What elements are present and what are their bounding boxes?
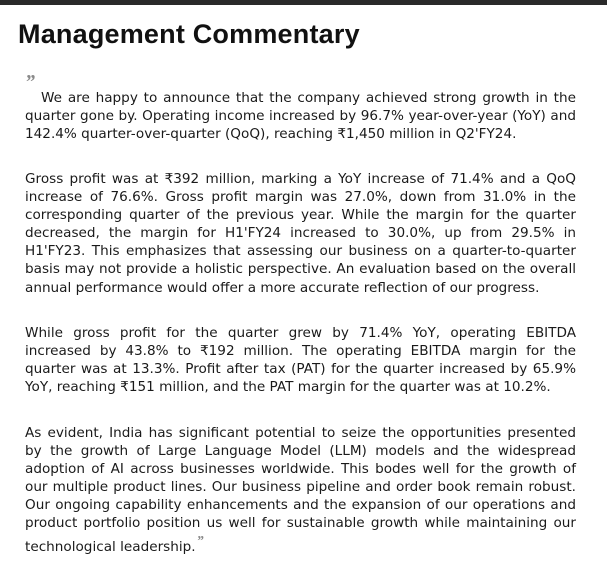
paragraph-outlook bbox=[25, 424, 576, 556]
paragraph-outlook-text: As evident, India has significant potential to seize the opportunities presented by the growth of Large Language Model (LLM) models and the widespread adoption of AI across businesses worldwide. This bodes well for the growth of our multiple product lines. Our business pipeline and order book remain robust. Our ongoing capability enhancements and the expansion of our operations and product portfolio position us well for sustainable growth while maintaining our technological leadership. bbox=[25, 425, 576, 555]
paragraph-ebitda-pat: While gross profit for the quarter grew by 71.4% YoY, operating EBITDA increased by 43.8% to ₹192 million. The operating EBITDA margin for the quarter was at 13.3%. Profit after tax (PAT) for the quarter increased by 65.9% YoY, reaching ₹151 million, and the PAT margin for the quarter was at 10.2%. bbox=[25, 325, 576, 396]
paragraph-gross-profit: Gross profit was at ₹392 million, marking a YoY increase of 71.4% and a QoQ increase of 76.6%. Gross profit margin was 27.0%, down from 31.0% in the corresponding quarter of the previous year. While the margin for the quarter decreased, the margin for H1'FY24 increased to 30.0%, up from 29.5% in H1'FY23. This emphasizes that assessing our business on a quarter-to-quarter basis may not provide a holistic perspective. An evaluation based on the overall annual performance would offer a more accurate reflection of our progress. bbox=[25, 171, 576, 296]
open-quote-mark: ” bbox=[25, 71, 35, 93]
close-quote-mark: ” bbox=[196, 533, 204, 549]
page-title: Management Commentary bbox=[18, 19, 360, 49]
paragraph-operating-income: We are happy to announce that the company achieved strong growth in the quarter gone by. Operating income increased by 96.7% year-over-year (YoY) and 142.4% quarter-over-quarter (QoQ), reaching ₹1,450 million in Q2'FY24. bbox=[25, 90, 576, 143]
top-divider bbox=[0, 0, 607, 5]
